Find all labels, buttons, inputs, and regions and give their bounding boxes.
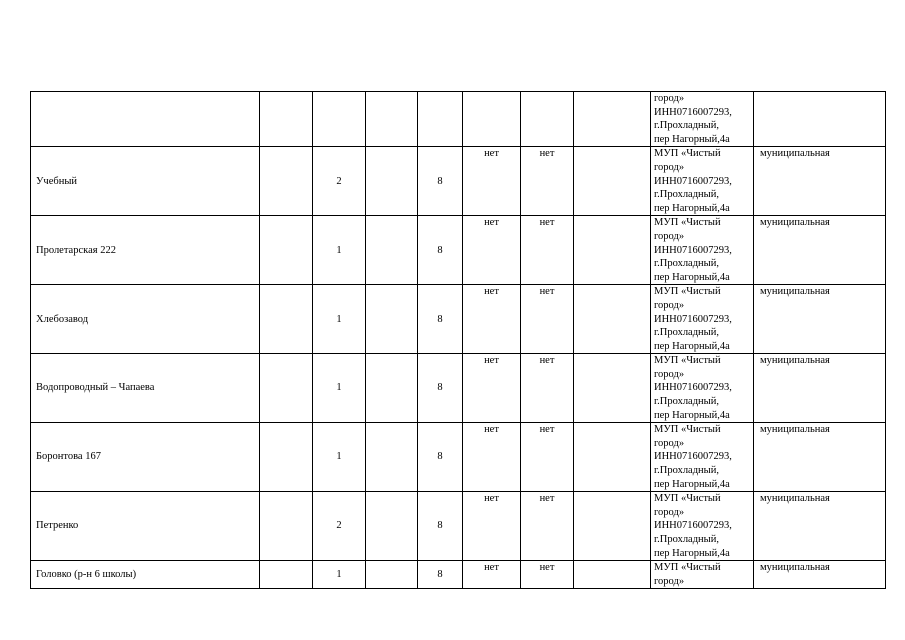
cell-container-volume: 8 bbox=[418, 492, 463, 561]
cell-container-volume: 8 bbox=[418, 423, 463, 492]
cell-empty bbox=[521, 92, 574, 147]
operator-line: г.Прохладный, bbox=[654, 465, 719, 477]
cell-flag-a: нет bbox=[463, 216, 521, 285]
cell-container-count: 2 bbox=[313, 147, 366, 216]
operator-line: ИНН0716007293, bbox=[654, 520, 732, 532]
operator-line: город» bbox=[654, 230, 685, 242]
cell-empty bbox=[260, 92, 313, 147]
cell-operator bbox=[651, 285, 754, 354]
cell-site-name: Боронтова 167 bbox=[31, 423, 260, 492]
operator-line: г.Прохладный, bbox=[654, 120, 719, 132]
cell-flag-b: нет bbox=[521, 285, 574, 354]
cell-empty bbox=[366, 354, 418, 423]
table-row bbox=[31, 216, 886, 285]
cell-container-count: 1 bbox=[313, 354, 366, 423]
table-row bbox=[31, 423, 886, 492]
cell-empty bbox=[313, 92, 366, 147]
cell-operator bbox=[651, 423, 754, 492]
cell-container-volume: 8 bbox=[418, 561, 463, 589]
operator-line: пер Нагорный,4а bbox=[654, 547, 730, 559]
cell-empty bbox=[366, 423, 418, 492]
cell-empty bbox=[366, 147, 418, 216]
cell-empty bbox=[574, 147, 651, 216]
cell-empty bbox=[260, 216, 313, 285]
cell-flag-a: нет bbox=[463, 561, 521, 589]
cell-ownership: муниципальная bbox=[754, 147, 886, 216]
operator-line: город» bbox=[654, 506, 685, 518]
operator-line: город» bbox=[654, 437, 685, 449]
cell-site-name: Хлебозавод bbox=[31, 285, 260, 354]
operator-line: МУП «Чистый bbox=[654, 286, 721, 298]
cell-operator bbox=[651, 561, 754, 589]
cell-empty bbox=[260, 285, 313, 354]
cell-empty bbox=[574, 561, 651, 589]
cell-empty bbox=[260, 423, 313, 492]
cell-site-name: Головко (р-н 6 школы) bbox=[31, 561, 260, 589]
cell-container-volume: 8 bbox=[418, 147, 463, 216]
table-row bbox=[31, 354, 886, 423]
cell-empty bbox=[260, 561, 313, 589]
cell-empty bbox=[418, 92, 463, 147]
operator-line: город» bbox=[654, 575, 685, 587]
operator-line: МУП «Чистый bbox=[654, 355, 721, 367]
cell-container-volume: 8 bbox=[418, 216, 463, 285]
cell-ownership: муниципальная bbox=[754, 354, 886, 423]
operator-line: ИНН0716007293, bbox=[654, 382, 732, 394]
cell-container-volume: 8 bbox=[418, 354, 463, 423]
cell-site-name: Водопроводный – Чапаева bbox=[31, 354, 260, 423]
operator-line: ИНН0716007293, bbox=[654, 175, 732, 187]
cell-ownership: муниципальная bbox=[754, 216, 886, 285]
cell-site-name: Учебный bbox=[31, 147, 260, 216]
cell-ownership: муниципальная bbox=[754, 492, 886, 561]
cell-empty bbox=[574, 492, 651, 561]
operator-line: пер Нагорный,4а bbox=[654, 271, 730, 283]
cell-site-name: Пролетарская 222 bbox=[31, 216, 260, 285]
cell-ownership: муниципальная bbox=[754, 423, 886, 492]
table-row bbox=[31, 147, 886, 216]
cell-operator bbox=[651, 92, 754, 147]
operator-line: город» bbox=[654, 368, 685, 380]
table-row bbox=[31, 285, 886, 354]
cell-flag-a: нет bbox=[463, 147, 521, 216]
cell-operator bbox=[651, 216, 754, 285]
cell-empty bbox=[574, 216, 651, 285]
cell-container-volume: 8 bbox=[418, 285, 463, 354]
cell-empty bbox=[366, 216, 418, 285]
cell-operator bbox=[651, 147, 754, 216]
cell-flag-b: нет bbox=[521, 354, 574, 423]
cell-empty bbox=[366, 285, 418, 354]
cell-empty bbox=[574, 423, 651, 492]
operator-line: пер Нагорный,4а bbox=[654, 133, 730, 145]
cell-flag-b: нет bbox=[521, 561, 574, 589]
operator-line: город» bbox=[654, 93, 685, 104]
cell-flag-a: нет bbox=[463, 354, 521, 423]
cell-empty bbox=[574, 354, 651, 423]
table-row bbox=[31, 561, 886, 589]
cell-empty bbox=[366, 92, 418, 147]
cell-operator bbox=[651, 354, 754, 423]
cell-empty bbox=[574, 92, 651, 147]
cell-flag-b: нет bbox=[521, 147, 574, 216]
cell-empty bbox=[366, 561, 418, 589]
cell-empty bbox=[260, 147, 313, 216]
cell-container-count: 1 bbox=[313, 285, 366, 354]
cell-flag-a: нет bbox=[463, 285, 521, 354]
operator-line: ИНН0716007293, bbox=[654, 106, 732, 118]
cell-container-count: 1 bbox=[313, 561, 366, 589]
operator-line: город» bbox=[654, 161, 685, 173]
cell-site-name: Петренко bbox=[31, 492, 260, 561]
cell-empty bbox=[31, 92, 260, 147]
cell-empty bbox=[260, 354, 313, 423]
operator-line: ИНН0716007293, bbox=[654, 244, 732, 256]
operator-line: город» bbox=[654, 299, 685, 311]
container-sites-table bbox=[30, 91, 886, 589]
cell-flag-b: нет bbox=[521, 216, 574, 285]
operator-line: пер Нагорный,4а bbox=[654, 340, 730, 352]
operator-line: г.Прохладный, bbox=[654, 189, 719, 201]
cell-empty bbox=[260, 492, 313, 561]
cell-ownership: муниципальная bbox=[754, 561, 886, 589]
cell-container-count: 1 bbox=[313, 216, 366, 285]
operator-line: г.Прохладный, bbox=[654, 396, 719, 408]
operator-line: МУП «Чистый bbox=[654, 217, 721, 229]
table-row-continued bbox=[31, 92, 886, 147]
cell-flag-b: нет bbox=[521, 423, 574, 492]
cell-empty bbox=[574, 285, 651, 354]
cell-container-count: 2 bbox=[313, 492, 366, 561]
cell-operator bbox=[651, 492, 754, 561]
cell-container-count: 1 bbox=[313, 423, 366, 492]
operator-line: МУП «Чистый bbox=[654, 424, 721, 436]
operator-line: пер Нагорный,4а bbox=[654, 409, 730, 421]
operator-line: МУП «Чистый bbox=[654, 148, 721, 160]
operator-line: МУП «Чистый bbox=[654, 562, 721, 574]
operator-line: г.Прохладный, bbox=[654, 327, 719, 339]
cell-flag-a: нет bbox=[463, 492, 521, 561]
cell-flag-a: нет bbox=[463, 423, 521, 492]
operator-line: г.Прохладный, bbox=[654, 258, 719, 270]
cell-empty bbox=[754, 92, 886, 147]
cell-empty bbox=[463, 92, 521, 147]
table-row bbox=[31, 492, 886, 561]
operator-line: пер Нагорный,4а bbox=[654, 478, 730, 490]
operator-line: МУП «Чистый bbox=[654, 493, 721, 505]
cell-flag-b: нет bbox=[521, 492, 574, 561]
operator-line: ИНН0716007293, bbox=[654, 451, 732, 463]
cell-empty bbox=[366, 492, 418, 561]
operator-line: г.Прохладный, bbox=[654, 534, 719, 545]
document-page bbox=[30, 91, 885, 589]
operator-line: ИНН0716007293, bbox=[654, 313, 732, 325]
cell-ownership: муниципальная bbox=[754, 285, 886, 354]
operator-line: пер Нагорный,4а bbox=[654, 202, 730, 214]
